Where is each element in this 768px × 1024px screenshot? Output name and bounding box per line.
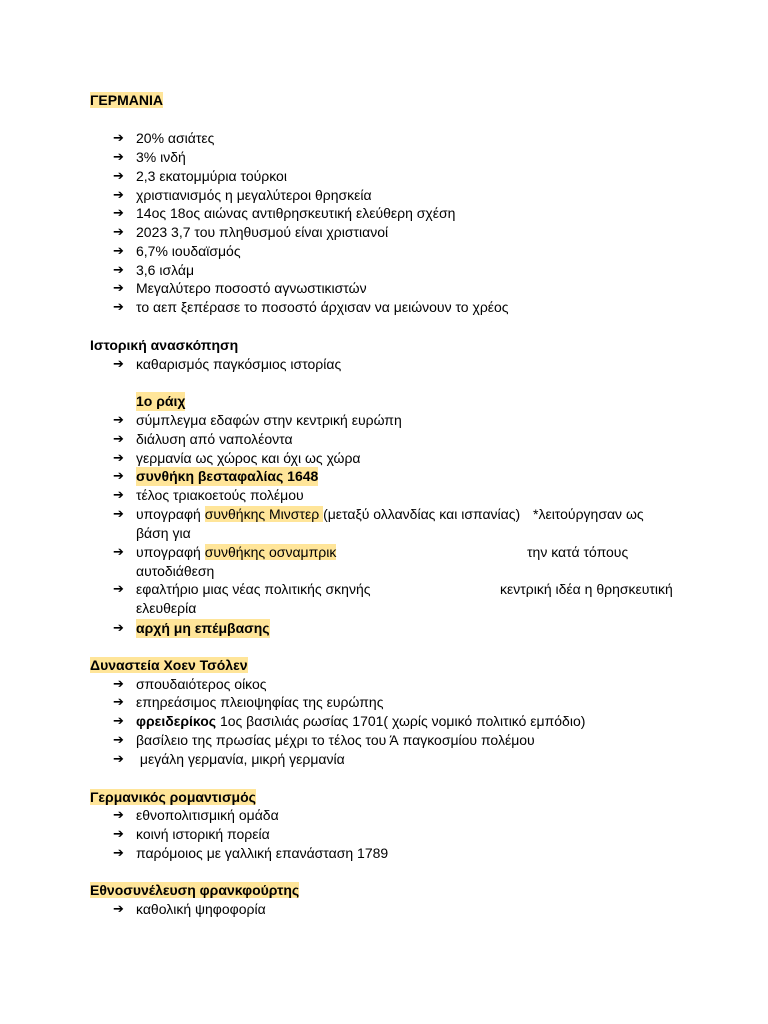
treaty-osnabruck-highlight: συνθήκης οσναμπρικ — [204, 544, 337, 560]
continuation-text: ελευθερία — [136, 600, 197, 616]
heading-romanticism — [90, 788, 768, 807]
treaty-munster-highlight: συνθήκης Μινστερ — [204, 506, 324, 522]
side-note: κεντρική ιδέα η θρησκευτική — [500, 581, 673, 597]
list-item — [0, 712, 768, 731]
list-item-text-part: 1ος βασιλιάς ρωσίας 1701( χωρίς νομικό πολιτικό εμπόδιο) — [216, 713, 586, 729]
arrow-bullet-icon: ➔ — [113, 808, 124, 823]
list-item — [0, 129, 768, 148]
list-item — [0, 900, 768, 919]
heading-dynasty-text: Δυναστεία Χοεν Τσόλεν — [90, 657, 248, 673]
list-item-text — [136, 505, 520, 524]
arrow-bullet-icon: ➔ — [113, 621, 124, 636]
heading-frankfurt — [90, 881, 768, 900]
arrow-bullet-icon: ➔ — [113, 695, 124, 710]
arrow-bullet-icon: ➔ — [113, 488, 124, 503]
list-item — [0, 204, 768, 223]
arrow-bullet-icon: ➔ — [113, 357, 124, 372]
arrow-bullet-icon: ➔ — [113, 677, 124, 692]
list-item-text: σύμπλεγμα εδαφών στην κεντρική ευρώπη — [136, 412, 402, 428]
arrow-bullet-icon: ➔ — [113, 263, 124, 278]
arrow-bullet-icon: ➔ — [113, 300, 124, 315]
list-item — [0, 411, 768, 430]
subheading-reich — [0, 392, 768, 411]
frederick-bold: φρειδερίκος — [136, 713, 217, 729]
list-item-text: τέλος τριακοετούς πολέμου — [136, 487, 304, 503]
list-item — [0, 279, 768, 298]
list-item — [0, 148, 768, 167]
heading-germany — [90, 91, 768, 110]
arrow-bullet-icon: ➔ — [113, 413, 124, 428]
list-item-text: γερμανία ως χώρος και όχι ως χώρα — [136, 450, 361, 466]
list-item-continuation — [0, 599, 768, 618]
list-item — [0, 223, 768, 242]
list-item — [0, 355, 768, 374]
heading-history-text: Ιστορική ανασκόπηση — [90, 337, 239, 353]
arrow-bullet-icon: ➔ — [113, 131, 124, 146]
list-item-text: χριστιανισμός η μεγαλύτεροι θρησκεία — [136, 187, 372, 203]
list-item — [0, 580, 768, 599]
list-item-text: 2,3 εκατομμύρια τούρκοι — [136, 168, 287, 184]
continuation-text: βάση για — [136, 525, 191, 541]
list-item-text: Μεγαλύτερο ποσοστό αγνωστικιστών — [136, 280, 367, 296]
list-item — [0, 619, 768, 638]
list-item — [0, 543, 768, 562]
arrow-bullet-icon: ➔ — [113, 206, 124, 221]
list-item — [0, 430, 768, 449]
subheading-reich-text: 1ο ράιχ — [136, 393, 186, 409]
arrow-bullet-icon: ➔ — [113, 451, 124, 466]
list-item — [0, 242, 768, 261]
list-item — [0, 806, 768, 825]
list-item-text: εφαλτήριο μιας νέας πολιτικής σκηνής — [136, 581, 371, 597]
arrow-bullet-icon: ➔ — [113, 752, 124, 767]
list-item — [0, 844, 768, 863]
arrow-bullet-icon: ➔ — [113, 244, 124, 259]
list-item-text: μεγάλη γερμανία, μικρή γερμανία — [136, 751, 345, 767]
list-item-text: 2023 3,7 του πληθυσμού είναι χριστιανοί — [136, 224, 389, 240]
list-item-text: βασίλειο της πρωσίας μέχρι το τέλος του Ά παγκοσμίου πολέμου — [136, 732, 535, 748]
arrow-bullet-icon: ➔ — [113, 846, 124, 861]
heading-dynasty — [90, 656, 768, 675]
side-note: *λειτούργησαν ως — [533, 506, 644, 522]
list-item-text — [136, 712, 585, 731]
list-item — [0, 675, 768, 694]
list-item-text: κοινή ιστορική πορεία — [136, 826, 270, 842]
list-item-text-highlighted: συνθήκη βεσταφαλίας 1648 — [136, 468, 319, 484]
list-item-continuation — [0, 524, 768, 543]
list-item — [0, 505, 768, 524]
arrow-bullet-icon: ➔ — [113, 902, 124, 917]
list-item — [0, 261, 768, 280]
list-item-text-part: υπογραφή — [136, 506, 205, 522]
list-item — [0, 693, 768, 712]
list-item-text: καθολική ψηφοφορία — [136, 901, 266, 917]
heading-frankfurt-text: Εθνοσυνέλευση φρανκφούρτης — [90, 882, 300, 898]
list-item-text: 3,6 ισλάμ — [136, 262, 195, 278]
list-item-text: το αεπ ξεπέρασε το ποσοστό άρχισαν να μειώνουν το χρέος — [136, 299, 509, 315]
arrow-bullet-icon: ➔ — [113, 150, 124, 165]
list-item — [0, 486, 768, 505]
arrow-bullet-icon: ➔ — [113, 281, 124, 296]
list-item-text: 6,7% ιουδαϊσμός — [136, 243, 241, 259]
list-item-text: καθαρισμός παγκόσμιος ιστορίας — [136, 356, 342, 372]
arrow-bullet-icon: ➔ — [113, 507, 124, 522]
arrow-bullet-icon: ➔ — [113, 225, 124, 240]
arrow-bullet-icon: ➔ — [113, 733, 124, 748]
arrow-bullet-icon: ➔ — [113, 169, 124, 184]
arrow-bullet-icon: ➔ — [113, 714, 124, 729]
list-item-continuation — [0, 562, 768, 581]
list-item-text: 20% ασιάτες — [136, 130, 215, 146]
list-item — [0, 298, 768, 317]
arrow-bullet-icon: ➔ — [113, 432, 124, 447]
list-item — [0, 449, 768, 468]
arrow-bullet-icon: ➔ — [113, 188, 124, 203]
list-item — [0, 731, 768, 750]
list-item — [0, 467, 768, 486]
list-item-text: 14ος 18ος αιώνας αντιθρησκευτική ελεύθερη σχέση — [136, 205, 456, 221]
list-item-text-part: (μεταξύ ολλανδίας και ισπανίας) — [323, 506, 521, 522]
list-item — [0, 167, 768, 186]
list-item-text: σπουδαιότερος οίκος — [136, 676, 267, 692]
list-item-text: διάλυση από ναπολέοντα — [136, 431, 293, 447]
list-item-text: επηρεάσιμος πλειοψηφίας της ευρώπης — [136, 694, 384, 710]
arrow-bullet-icon: ➔ — [113, 469, 124, 484]
heading-romanticism-text: Γερμανικός ρομαντισμός — [90, 789, 256, 805]
list-item — [0, 825, 768, 844]
list-item-text: 3% ινδή — [136, 149, 186, 165]
list-item-text: παρόμοιος με γαλλική επανάσταση 1789 — [136, 845, 389, 861]
list-item-text-part: υπογραφή — [136, 544, 205, 560]
heading-germany-text: ΓΕΡΜΑΝΙΑ — [90, 92, 163, 108]
list-item-text: εθνοπολιτισμική ομάδα — [136, 807, 279, 823]
list-item-text — [136, 543, 336, 562]
list-item — [0, 750, 768, 769]
list-item-text-highlighted: αρχή μη επέμβασης — [136, 620, 270, 636]
list-item — [0, 186, 768, 205]
arrow-bullet-icon: ➔ — [113, 827, 124, 842]
side-note: την κατά τόπους — [527, 544, 629, 560]
continuation-text: αυτοδιάθεση — [136, 563, 215, 579]
arrow-bullet-icon: ➔ — [113, 582, 124, 597]
heading-history — [90, 336, 768, 355]
arrow-bullet-icon: ➔ — [113, 545, 124, 560]
